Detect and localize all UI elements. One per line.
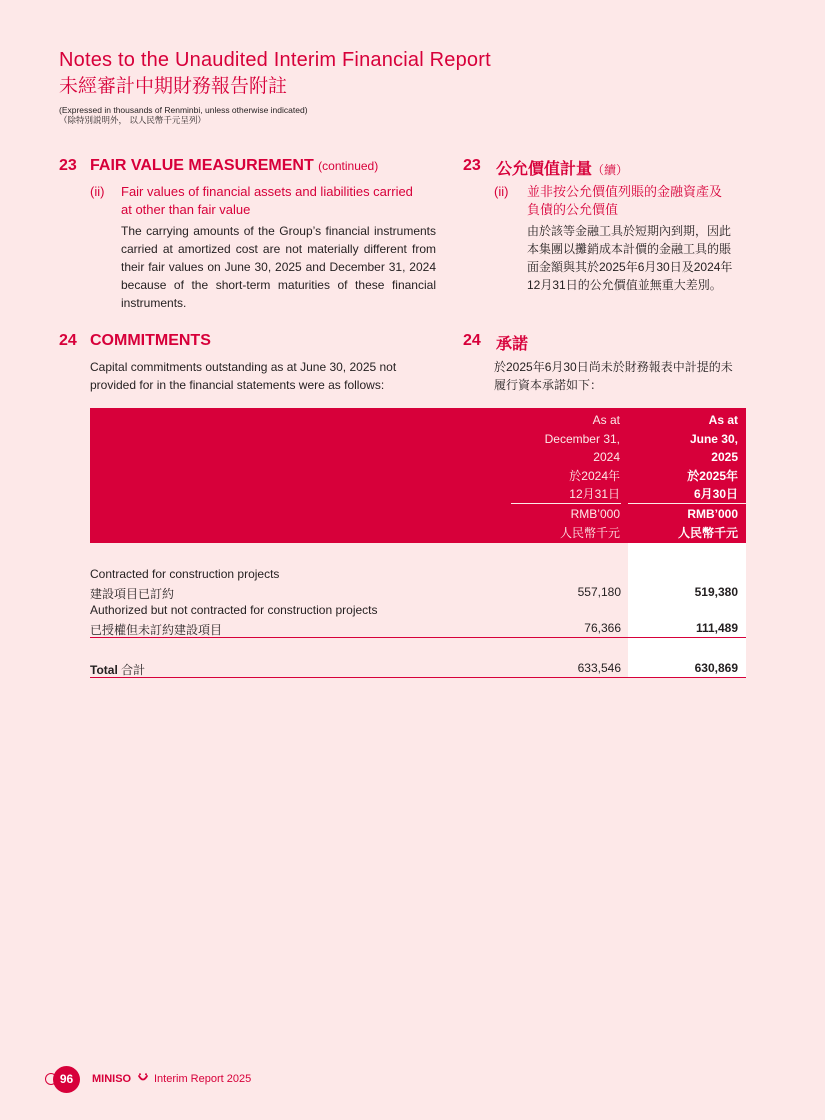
section-24-body-en [90,358,440,394]
section-23-body-zh-line4: 12月31日的公允價值並無重大差別。 [527,278,722,292]
col-2025-highlight [628,543,746,678]
row-1-label-en: Contracted for construction projects [90,567,280,581]
total-value-2025: 630,869 [694,661,738,675]
col-2025-year: 2025 [711,450,738,464]
miniso-smile-icon [137,1072,149,1084]
page-number: 96 [59,1072,74,1086]
section-24-body-en-line2: provided for in the financial statements were as follows: [90,378,385,392]
total-label-en: Total [90,663,118,677]
section-23-body-zh-line3: 面金額與其於2025年6月30日及2024年 [527,260,733,274]
section-23-number-en: 23 [59,157,77,174]
section-24-title-en: COMMITMENTS [90,332,211,349]
units-note-zh: （除特別説明外， 以人民幣千元呈列） [59,115,206,125]
section-24-body-zh-line2: 履行資本承諾如下： [494,378,603,392]
page-title-en: Notes to the Unaudited Interim Financial Report [59,49,491,71]
section-23-heading-en [90,157,378,175]
section-23-body-zh-line2: 本集團以攤銷成本計價的金融工具的賬 [527,242,732,256]
row-1-value-2025: 519,380 [694,585,738,599]
row-1-label-zh: 建設項目已訂約 [90,587,175,601]
row-2-value-2025: 111,489 [695,621,738,635]
col-2024-unit-en: RMB’000 [570,507,620,521]
col-2024-date: December 31, [544,431,620,446]
col-2024-as-at: As at [592,413,620,427]
subsection-ii-title-zh [527,183,747,219]
col-2025-unit-en: RMB’000 [687,507,738,521]
col-2025-date-zh: 6月30日 [693,487,738,501]
subtotal-rule [90,637,746,638]
total-value-2024: 633,546 [577,661,621,675]
section-23-title-en: FAIR VALUE MEASUREMENT [90,157,314,174]
col-2024-unit [500,505,620,542]
units-note [59,105,308,125]
col-2024-date-zh: 12月31日 [569,487,620,501]
section-24-number-en: 24 [59,332,77,349]
col-2025-date: June 30, [689,431,738,446]
col-2025-as-at: As at [708,413,738,427]
section-24-title-zh: 承諾 [496,336,529,353]
section-23-body-zh-line1: 由於該等金融工具於短期內到期，因此 [527,224,732,238]
col-2024-header [500,411,620,504]
section-23-body-zh [527,222,752,294]
section-24-body-zh [494,358,754,394]
section-24-body-zh-line1: 於2025年6月30日尚未於財務報表中計提的未 [494,360,733,374]
col-2024-divider [511,503,621,504]
row-1-value-2024: 557,180 [577,585,621,599]
subsection-ii-title-en-line1: Fair values of financial assets and liabilities carried [121,184,413,199]
brand-name: MINISO [92,1073,132,1085]
section-23-number-zh: 23 [463,157,481,174]
section-23-continued-zh: （續） [592,163,629,177]
col-2025-divider [628,503,746,504]
row-2-value-2024: 76,366 [584,621,621,635]
col-2024-unit-zh: 人民幣千元 [559,525,620,540]
units-note-en: (Expressed in thousands of Renminbi, unless otherwise indicated) [59,105,308,115]
col-2025-year-zh: 於2025年 [687,468,738,483]
row-2-label-zh: 已授權但未訂約建設項目 [90,623,223,637]
col-2025-unit-zh: 人民幣千元 [677,525,738,540]
subsection-ii-label-en: (ii) [90,184,105,199]
col-2025-header [618,411,738,504]
total-label-zh: 合計 [121,663,146,677]
section-23-body-en: The carrying amounts of the Group’s financial instruments carried at amortized cost are not materially different from their fair values on June 30, 2025 and December 31, 2024 because of the short-term maturities of these financial instruments. [121,224,436,310]
table-header [90,408,746,543]
col-2024-year: 2024 [593,450,620,464]
col-2025-unit [618,505,738,542]
subsection-ii-label-zh: (ii) [494,184,509,199]
total-label [90,661,145,678]
page-title-zh: 未經審計中期財務報告附註 [59,76,288,97]
section-23-title-zh: 公允價值計量 [496,161,593,178]
row-2-label-en: Authorized but not contracted for construction projects [90,603,378,617]
section-23-continued-en: (continued) [318,159,379,173]
subsection-ii-title-zh-line1: 並非按公允價值列賬的金融資產及 [527,184,723,199]
report-name: Interim Report 2025 [154,1073,252,1085]
subsection-ii-title-en [121,183,441,219]
total-rule [90,677,746,678]
subsection-ii-title-zh-line2: 負債的公允價值 [527,202,619,217]
section-23-heading-zh [496,156,628,179]
section-24-body-en-line1: Capital commitments outstanding as at June 30, 2025 not [90,360,397,374]
col-2024-year-zh: 於2024年 [569,468,620,483]
section-24-number-zh: 24 [463,332,481,349]
subsection-ii-title-en-line2: at other than fair value [121,202,251,217]
